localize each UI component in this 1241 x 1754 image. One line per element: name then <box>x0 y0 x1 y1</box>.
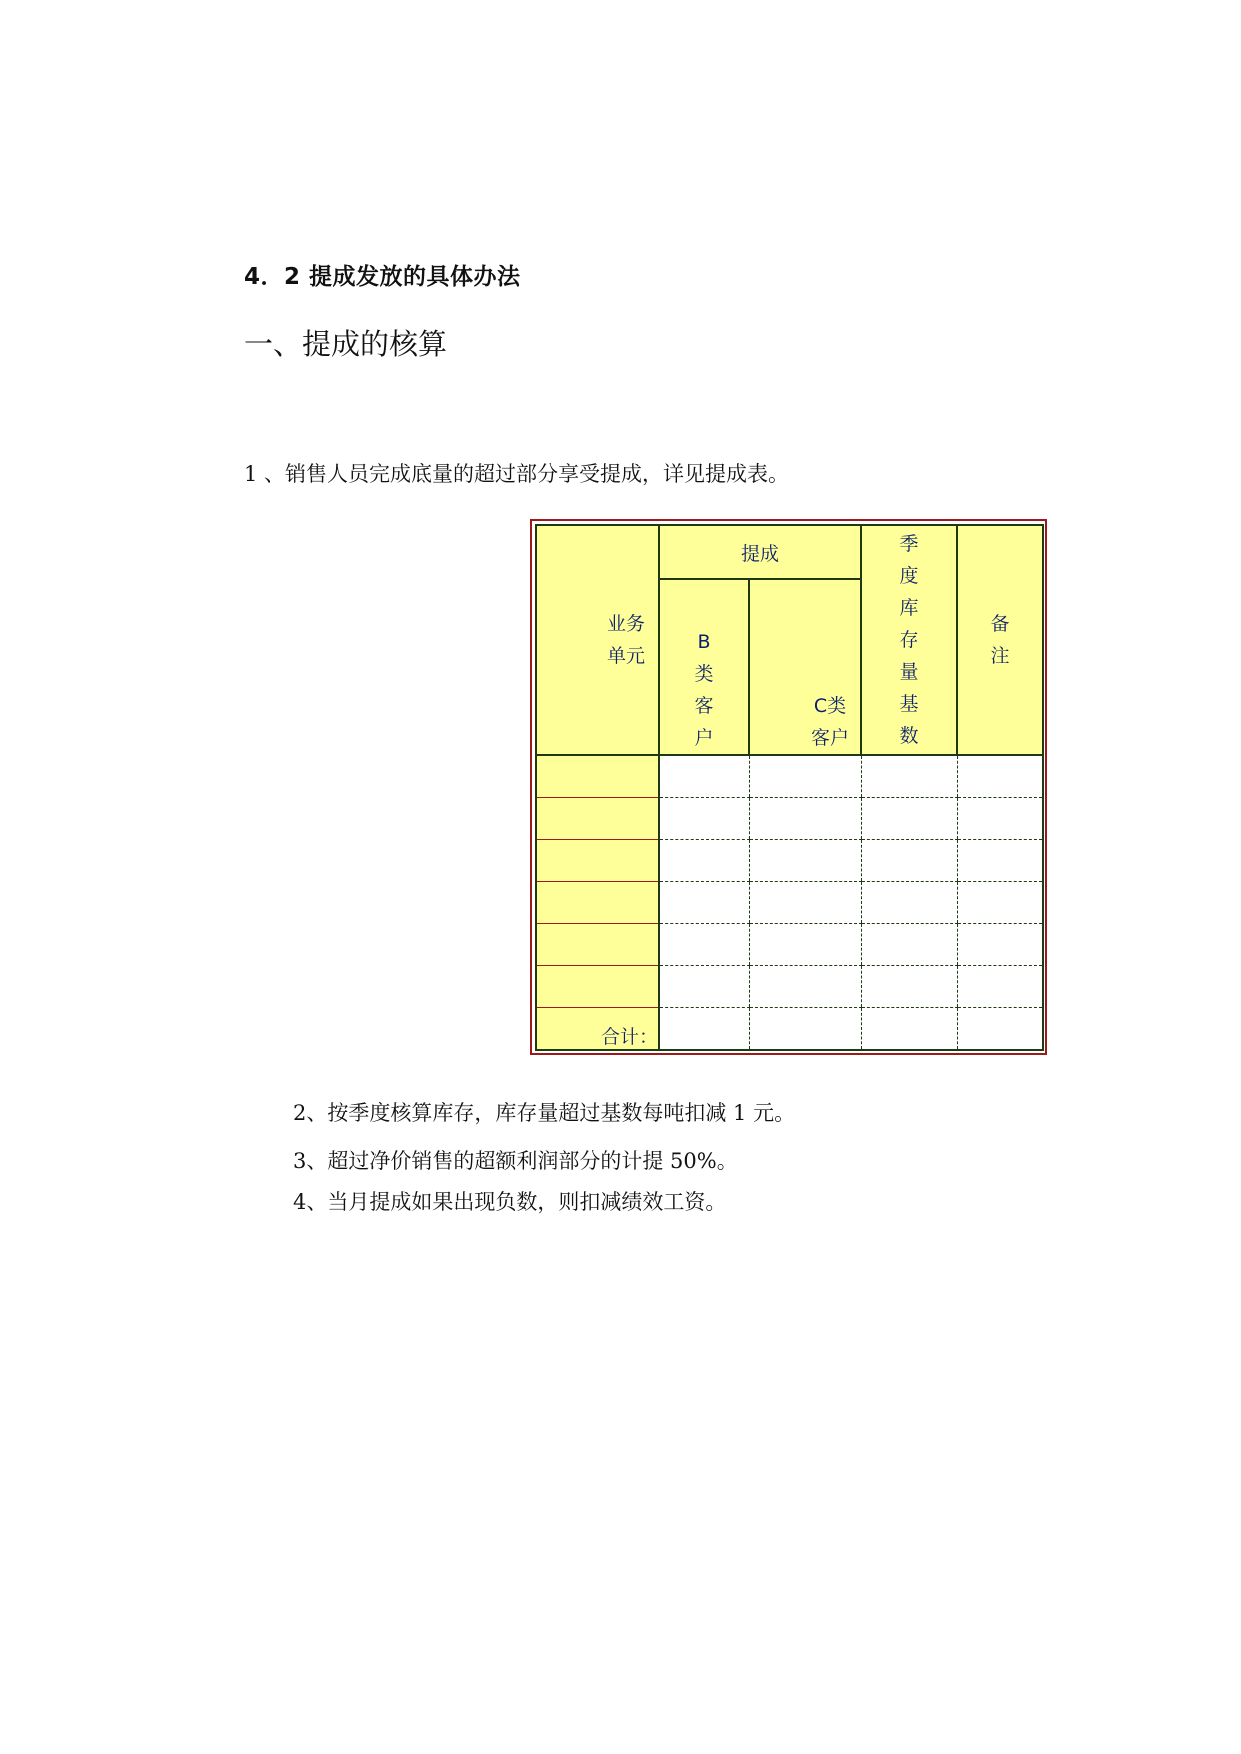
paragraph-2: 2、按季度核算库存，库存量超过基数每吨扣减 1 元。 <box>293 1101 796 1125</box>
table-cell <box>749 840 861 882</box>
paragraph-3: 3、超过净价销售的超额利润部分的计提 50%。 <box>293 1149 738 1173</box>
table-cell <box>957 966 1043 1008</box>
header-commission-label: 提成 <box>741 542 780 565</box>
header-c-customer <box>749 579 861 755</box>
table-cell <box>659 755 749 798</box>
total-label-cell <box>536 1008 659 1051</box>
table-cell <box>659 882 749 924</box>
table-row <box>536 798 1043 840</box>
row-label-cell <box>536 798 659 840</box>
header-commission <box>659 525 861 579</box>
row-label-cell <box>536 924 659 966</box>
table-cell <box>957 755 1043 798</box>
paragraph-4: 4、当月提成如果出现负数，则扣减绩效工资。 <box>293 1190 727 1214</box>
table-cell <box>659 966 749 1008</box>
table-row <box>536 755 1043 798</box>
row-label-cell <box>536 840 659 882</box>
table-cell <box>957 882 1043 924</box>
sub-heading: 一、提成的核算 <box>244 327 448 361</box>
header-quarter-inventory-base <box>861 525 957 755</box>
table-cell <box>957 1008 1043 1051</box>
table-cell <box>861 966 957 1008</box>
table-row <box>536 882 1043 924</box>
header-remarks <box>957 525 1043 755</box>
total-label: 合计： <box>600 1026 658 1048</box>
header-business-unit <box>536 525 659 755</box>
table-cell <box>749 755 861 798</box>
table-cell <box>749 798 861 840</box>
section-heading: 4．2 提成发放的具体办法 <box>244 264 521 290</box>
table-cell <box>659 1008 749 1051</box>
commission-table-frame <box>530 519 1047 1055</box>
paragraph-1: 1 、销售人员完成底量的超过部分享受提成，详见提成表。 <box>244 462 790 486</box>
table-cell <box>861 882 957 924</box>
table-row <box>536 966 1043 1008</box>
table-cell <box>659 924 749 966</box>
header-remarks-label: 备注 <box>990 613 1010 667</box>
table-row-total <box>536 1008 1043 1051</box>
table-cell <box>861 1008 957 1051</box>
row-label-cell <box>536 882 659 924</box>
row-label-cell <box>536 755 659 798</box>
table-cell <box>749 1008 861 1051</box>
table-cell <box>861 755 957 798</box>
header-quarter-inventory-base-label: 季度库存量基数 <box>899 533 919 747</box>
table-cell <box>861 798 957 840</box>
table-cell <box>957 924 1043 966</box>
table-cell <box>749 882 861 924</box>
table-cell <box>957 798 1043 840</box>
table-cell <box>861 840 957 882</box>
table-row <box>536 924 1043 966</box>
table-cell <box>749 924 861 966</box>
row-label-cell <box>536 966 659 1008</box>
header-business-unit-label: 业务单元 <box>606 613 645 667</box>
header-c-customer-label: C类客户 <box>811 695 850 749</box>
commission-table <box>535 524 1044 1051</box>
table-cell <box>861 924 957 966</box>
table-cell <box>957 840 1043 882</box>
header-b-customer-label: B类客户 <box>694 631 714 749</box>
header-b-customer <box>659 579 749 755</box>
table-cell <box>749 966 861 1008</box>
table-cell <box>659 840 749 882</box>
table-row <box>536 840 1043 882</box>
table-cell <box>659 798 749 840</box>
